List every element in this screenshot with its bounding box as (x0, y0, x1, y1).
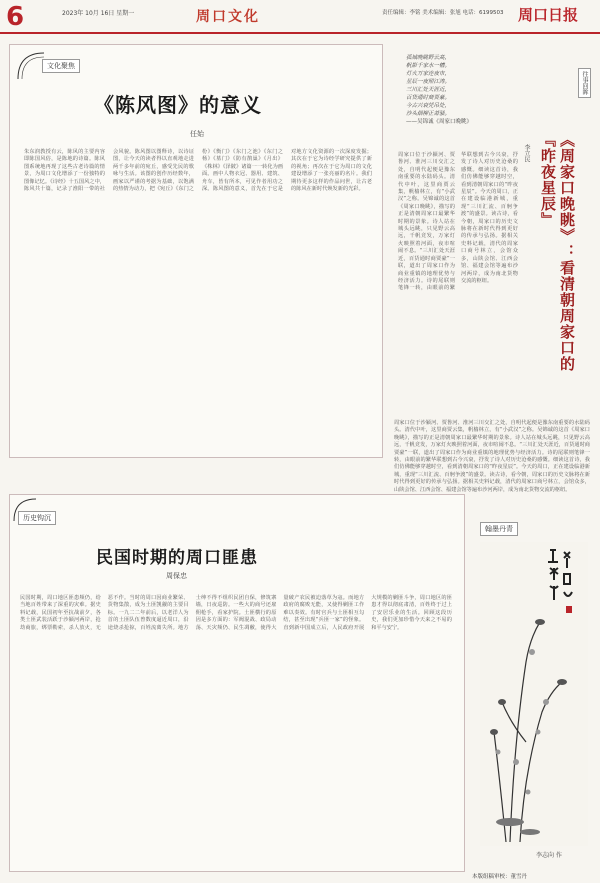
poem-line: 帆影千家水一槽。 (406, 63, 451, 69)
poem-line: 孤城晚眺野云高， (406, 55, 451, 61)
article-title: 《陈风图》的意义 (94, 93, 262, 117)
ink-painting-image (480, 542, 588, 846)
article-author: 周保忠 (166, 572, 187, 580)
article-body: 周家口位于沙颍河、贾鲁河、淮河三川交汇之处，自明代起便是豫东南重要的水陆码头。清代中叶，这里商贾云集，帆樯林立，有“小武汉”之称。吴锦诚的这首《周家口晚眺》，描写的正是清朝周家口最繁华时期的景象。诗人站在城头远眺，只见野云高远，千帆竞发，万家灯火映照着河面，夜市喧闹不息。“三川汇处天涯近，百货通时商贾豪”一联，道出了周家口作为商业重镇的地理优势与经济活力。诗的尾联则笔锋一转，由眼前的繁华联想到古今兴衰，抒发了诗人对历史沧桑的感慨。细读这首诗，我们仿佛能够穿越时空，看到清朝周家口的“昨夜星辰”。今天的周口，正在建设临港新城，重现“三川汇流、百舸争渡”的盛景。读古诗，看今朝，周家口的历史文脉将在新时代得到更好的传承与弘扬。据相关史料记载，清代的周家口商号林立，会馆众多，山陕会馆、江西会馆、福建会馆等遍布沙河两岸，成为南北货物交流的枢纽。 (398, 152, 518, 292)
page-number: 6 (6, 2, 25, 32)
poem-line: 沙头烟柳正萧骚。 (406, 111, 451, 117)
decorative-corner-icon (12, 497, 38, 523)
editors-line: 责任编辑：李铭 美术编辑：张旭 电话：6199503 (382, 10, 504, 16)
section-title: 周口文化 (196, 9, 260, 25)
poem-line: 百货通时商贾豪。 (406, 95, 451, 101)
painting-credit: 李志向 作 (536, 852, 562, 859)
poem-source: ——吴锦诚《周家口晚眺》 (406, 119, 473, 125)
article-history-probe (9, 494, 465, 872)
masthead (0, 0, 600, 34)
column-tag: 翰墨丹青 (480, 522, 518, 536)
masthead-rule (0, 32, 600, 34)
date-line: 2023年 10月 16日 星期一 (62, 10, 135, 17)
poem-line: 今古兴衰凭吊处， (406, 103, 451, 109)
article-title: 民国时期的周口匪患 (96, 548, 258, 568)
article-title: 《周家口晚眺》：看清朝周家口的『昨夜星辰』 (539, 132, 576, 372)
article-author: 任始 (190, 130, 204, 138)
column-tag: 历史钩沉 (18, 511, 56, 525)
poem-line: 三川汇处天涯近， (406, 87, 451, 93)
column-tag: 文化聚焦 (42, 59, 80, 73)
decorative-corner-icon (16, 51, 46, 81)
footer-credit: 本版组稿审校：董雪丹 (472, 874, 528, 880)
article-history-review-continued: 周家口位于沙颍河、贾鲁河、淮河三川交汇之处，自明代起便是豫东南重要的水陆码头。清代中叶，这里商贾云集，帆樯林立，有“小武汉”之称。吴锦诚的这首《周家口晚眺》，描写的正是清朝周家口最繁华时期的景象。诗人站在城头远眺，只见野云高远，千帆竞发，万家灯火映照着河面，夜市喧闹不息。“三川汇处天涯近，百货通时商贾豪”一联，道出了周家口作为商业重镇的地理优势与经济活力。诗的尾联则笔锋一转，由眼前的繁华联想到古今兴衰，抒发了诗人对历史沧桑的感慨。细读这首诗，我们仿佛能够穿越时空，看到清朝周家口的“昨夜星辰”。今天的周口，正在建设临港新城，重现“三川汇流、百舸争渡”的盛景。读古诗，看今朝，周家口的历史文脉将在新时代得到更好的传承与弘扬。据相关史料记载，清代的周家口商号林立，会馆众多，山陕会馆、江西会馆、福建会馆等遍布沙河两岸，成为南北货物交流的枢纽。 (394, 420, 590, 493)
article-culture-focus (9, 44, 383, 458)
article-body: 朱东润教授有云，陈风的主要内容即陈国风俗，是陈地的诗篇。陈风图系统地再现了这些古老诗篇的情景，为周口文化增添了一份独特的图像记忆。《诗经》十五国风之中，陈风共十篇，记录了淮阳一带的社会风貌。陈风图以图释诗，以诗证图，让今天的读者得以直观地走进两千多年前的宛丘，感受先民的歌咏与生活。该图的创作历经数年，画家以严谨的考据为基础，以饱满的热情为动力，把《宛丘》《东门之枌》《衡门》《东门之池》《东门之杨》《墓门》《防有鹊巢》《月出》《株林》《泽陂》诸篇一一转化为画面。画中人物衣冠、器用、建筑、舟车，皆有所本，可见作者用功之深。陈风图的意义，首先在于它是对地方文化资源的一次深度发掘；其次在于它为诗经学研究提供了新的视角；再次在于它为周口的文化建设增添了一张亮丽的名片。我们期待更多这样的作品问世，让古老的陈风在新时代焕发新的光彩。 (24, 149, 372, 193)
article-author: 李立民 (523, 144, 530, 162)
paper-name: 周口日报 (518, 6, 579, 24)
column-tag: 往事回眸 (578, 68, 591, 98)
poem-line: 灯火万家连夜市， (406, 71, 451, 77)
poem-line: 星辰一夜照江涛。 (406, 79, 451, 85)
article-body: 民国时期，周口地区匪患频仍，给当地百姓带来了深重的灾难。据史料记载，民国初年至抗战前夕，各类土匪武装活跃于沙颍河两岸，抢劫商旅，绑票勒索，杀人放火，无恶不作。当时的周口因商业繁荣、货物集散，成为土匪觊觎的主要目标。一九二二年前后，以老洋人为首的土匪队伍曾数度逼近周口，沿途烧杀抢掠，百姓流离失所。地方士绅不得不组织民团自保，修筑寨墙，日夜巡防。一些大的商号还雇佣枪手，看家护院。土匪横行的原因是多方面的：军阀混战、政局动荡、天灾频仍、民生凋敝，使得大量破产农民被迫落草为寇。而地方政府的腐败无能，又使得剿匪工作难以奏效。有时官兵与土匪相互勾结，甚至出现“兵匪一家”的怪象。直到新中国成立后，人民政府开展大规模的剿匪斗争，周口地区的匪患才得以彻底肃清，百姓终于过上了安居乐业的生活。回顾这段历史，我们更加珍惜今天来之不易的和平与安宁。 (20, 595, 452, 631)
article-history-review (388, 40, 594, 470)
art-panel (472, 508, 592, 870)
poem-block (406, 54, 526, 126)
